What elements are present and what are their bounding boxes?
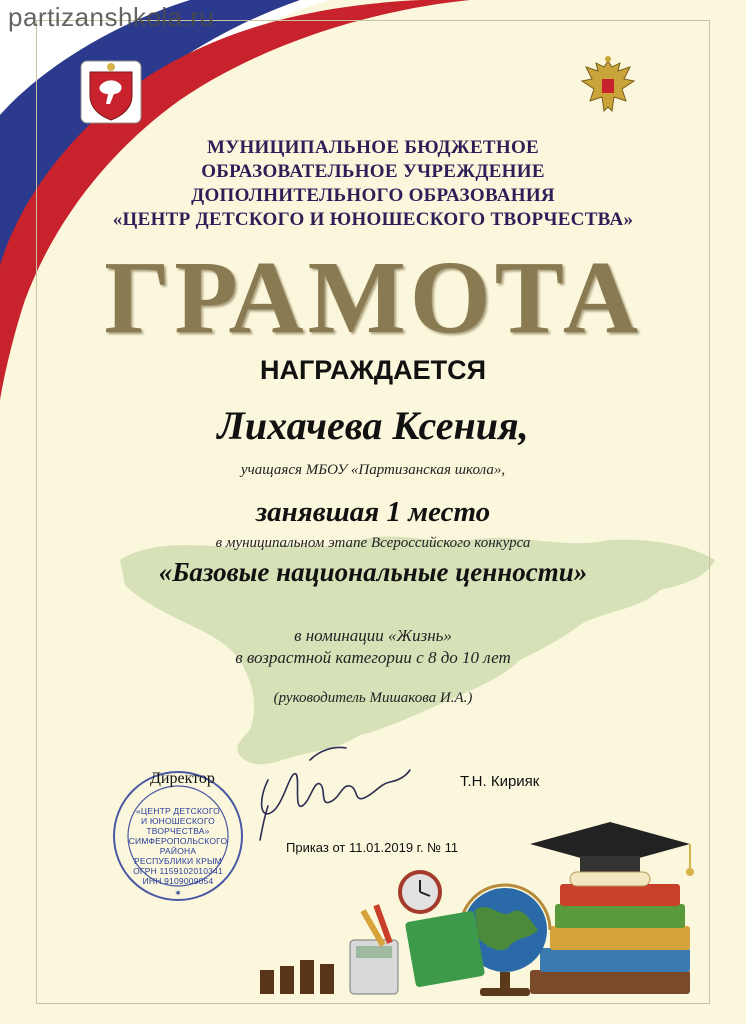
stamp-text — [110, 806, 246, 886]
awarded-label: НАГРАЖДАЕТСЯ — [260, 355, 486, 385]
contest-name: «Базовые национальные ценности» — [158, 557, 588, 587]
stamp-line-2: И ЮНОШЕСКОГО — [140, 816, 215, 826]
document-title: ГРАМОТА — [104, 240, 642, 355]
svg-text:✶: ✶ — [174, 888, 182, 898]
organization-header — [0, 136, 746, 232]
org-line-3: ДОПОЛНИТЕЛЬНОГО ОБРАЗОВАНИЯ — [191, 185, 555, 206]
achievement-text: занявшая 1 место — [255, 496, 491, 528]
org-line-4: «ЦЕНТР ДЕТСКОГО И ЮНОШЕСКОГО ТВОРЧЕСТВА» — [112, 209, 634, 230]
crimea-coat-of-arms-icon — [80, 60, 142, 124]
supervisor-text: (руководитель Мишакова И.А.) — [273, 690, 473, 706]
director-label: Директор — [150, 770, 215, 787]
student-info: учащаяся МБОУ «Партизанская школа», — [240, 462, 506, 478]
age-category: в возрастной категории с 8 до 10 лет — [235, 648, 511, 667]
stamp-line-3: ТВОРЧЕСТВА» — [146, 826, 210, 836]
stamp-line-1: «ЦЕНТР ДЕТСКОГО — [135, 806, 220, 816]
school-supplies-illustration — [250, 820, 710, 1000]
stamp-line-5: РАЙОНА — [159, 846, 197, 856]
russian-coat-of-arms-icon — [578, 55, 638, 123]
watermark-text: partizanshkola.ru — [8, 2, 215, 32]
stamp-line-6: РЕСПУБЛИКИ КРЫМ — [134, 856, 222, 866]
order-reference: Приказ от 11.01.2019 г. № 11 — [286, 840, 459, 855]
org-line-1: МУНИЦИПАЛЬНОЕ БЮДЖЕТНОЕ — [206, 137, 540, 158]
director-name: Т.Н. Кирияк — [460, 773, 540, 790]
recipient-name: Лихачева Ксения, — [217, 403, 529, 448]
org-line-2: ОБРАЗОВАТЕЛЬНОЕ УЧРЕЖДЕНИЕ — [201, 161, 545, 182]
stamp-line-8: ИНН 9109009054 — [142, 876, 214, 886]
nomination-text: в номинации «Жизнь» — [294, 626, 452, 645]
stamp-line-7: ОГРН 1159102010341 — [133, 866, 223, 876]
contest-stage: в муниципальном этапе Всероссийского конкурса — [215, 535, 531, 551]
stamp-line-4: СИМФЕРОПОЛЬСКОГО — [128, 836, 228, 846]
